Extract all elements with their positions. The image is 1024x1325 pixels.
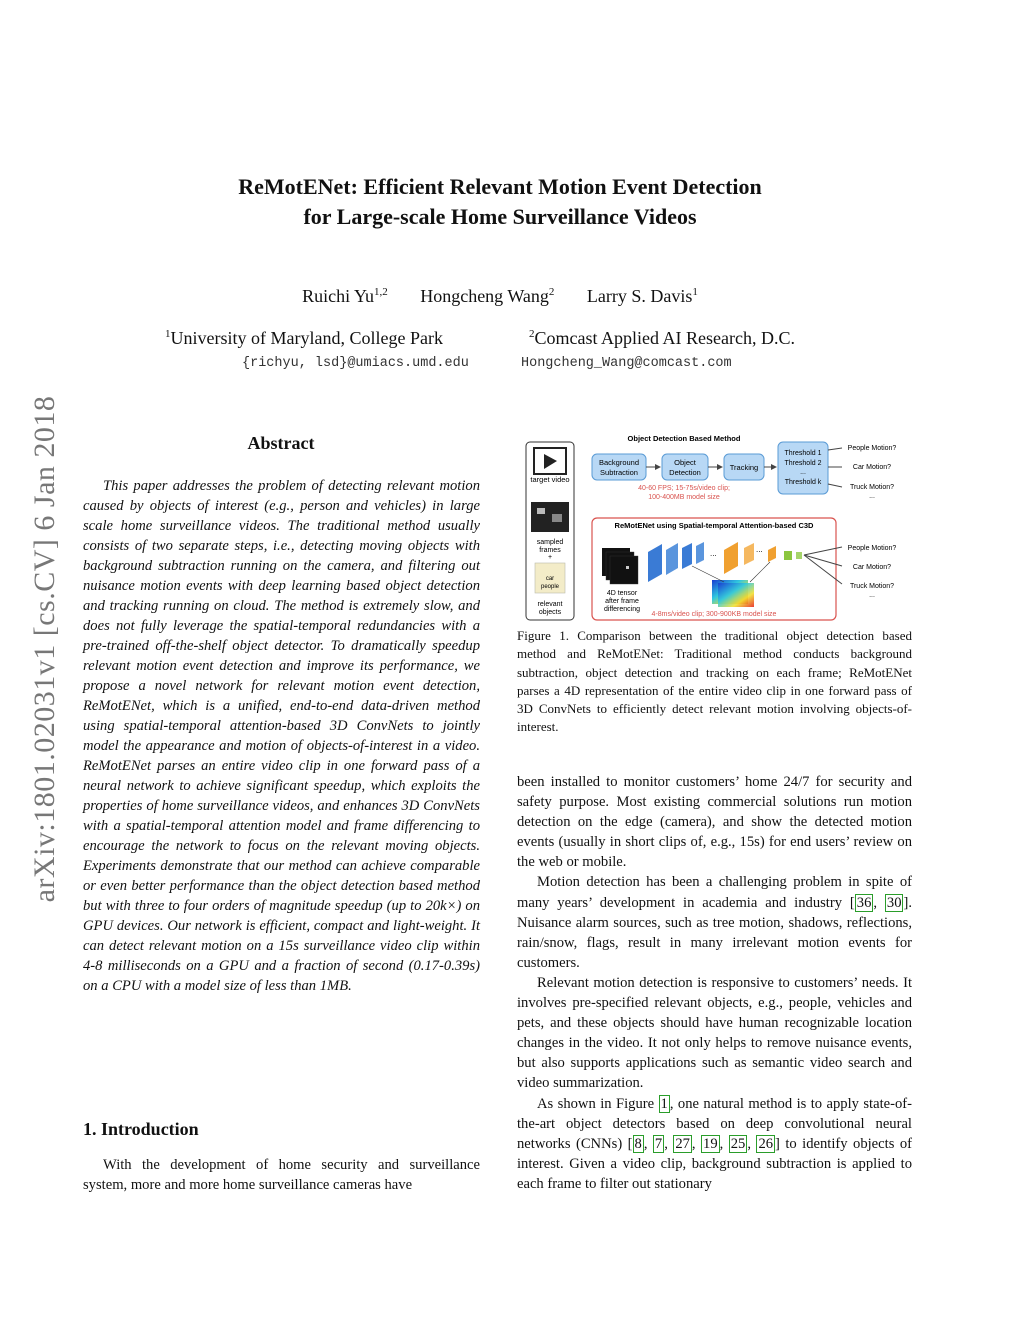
svg-text:...: ... bbox=[800, 469, 806, 476]
conv-blocks-blue bbox=[648, 542, 704, 582]
sampled-label-2: frames bbox=[539, 547, 561, 554]
fps-note-1: 40-60 FPS; 15-75s/video clip; bbox=[638, 485, 730, 492]
top-output-4: ... bbox=[869, 493, 875, 500]
title-line-2: for Large-scale Home Surveillance Videos bbox=[303, 204, 697, 229]
top-output-3: Truck Motion? bbox=[849, 484, 895, 491]
author-2: Hongcheng Wang$^2$ bbox=[420, 286, 555, 306]
figure-1-diagram bbox=[524, 432, 916, 622]
svg-text:Background: Background bbox=[598, 458, 640, 467]
figure-link[interactable]: 1 bbox=[660, 1095, 668, 1112]
citation-link[interactable]: 19 bbox=[703, 1135, 718, 1152]
tensor-label-3: differencing bbox=[603, 606, 641, 613]
card-text-2: people bbox=[540, 584, 560, 590]
citation-link[interactable]: 8 bbox=[634, 1135, 642, 1152]
title-line-1: ReMotENet: Efficient Relevant Motion Event Detection bbox=[238, 174, 762, 199]
affiliation-2: $^2$Comcast Applied AI Research, D.C. bbox=[529, 328, 795, 348]
svg-text:Threshold 2: Threshold 2 bbox=[784, 460, 822, 467]
citation-link[interactable]: 25 bbox=[730, 1135, 746, 1152]
tensor-label-1: 4D tensor bbox=[606, 590, 638, 597]
paragraph-1: been installed to monitor customers’ home 24/7 for security and safety purpose. Most existing commercial solutions run motion detection on the edge (camera), and show the detected motion events (usually in short clips of, e.g., 15s) for end users’ review on the web or mobile. bbox=[517, 774, 912, 871]
citation-link[interactable]: 30 bbox=[886, 894, 902, 911]
email-1[interactable]: {richyu, lsd}@umiacs.umd.edu bbox=[242, 356, 469, 371]
citation-link[interactable]: 27 bbox=[675, 1135, 690, 1152]
target-video-label: target video bbox=[530, 475, 570, 484]
tensor-label-2: after frame bbox=[605, 598, 639, 605]
top-output-1: People Motion? bbox=[847, 445, 897, 452]
citation-link[interactable]: 36 bbox=[856, 894, 872, 911]
figure-caption: Figure 1. Comparison between the traditional object detection based method and ReMotENet: Traditional method conducts background subtraction, object detection and tracking on each frame; ReMotENet parses a 4D representation of the entire video clip in one forward pass of 3D ConvNets to efficiently detect relevant motion involving objects-of-interest. bbox=[517, 628, 912, 735]
bottom-output-3: Truck Motion? bbox=[849, 583, 895, 590]
citation-link[interactable]: 7 bbox=[654, 1135, 663, 1152]
bottom-output-1: People Motion? bbox=[847, 545, 897, 552]
bottom-output-2: Car Motion? bbox=[852, 564, 892, 571]
fps-note-2: 100-400MB model size bbox=[648, 494, 720, 501]
author-list bbox=[0, 286, 1000, 307]
author-3: Larry S. Davis$^1$ bbox=[586, 286, 698, 306]
card-text-1: car bbox=[545, 576, 555, 582]
paragraph-4: As shown in Figure 1 , one natural method is to apply state-of-the-art object detectors based on deep convolutional neural networks (CNNs) [ 8 , 7 , 27 , 19 , 25 , 26 ] to identify objects of interest. Given a video clip, background subtraction is applied to each frame to filter out stationary bbox=[517, 1095, 912, 1192]
sampled-frame-thumbnail bbox=[531, 502, 569, 532]
abstract-heading: Abstract bbox=[247, 433, 315, 453]
bottom-output-4: ... bbox=[869, 592, 875, 599]
abstract-body: This paper addresses the problem of detecting relevant motion caused by objects of interest (e.g., person and vehicles) in large scale home surveillance videos. The traditional method usually consists of two separate steps, i.e., detecting moving objects with background subtraction running on the camera, and filtering out nuisance motion events with deep learning based object detection and tracking running on cloud. The method is extremely slow, and does not fully leverage the spatial-temporal redundancies with a pre-trained off-the-shelf object detector. To dramatically speedup relevant motion event detection and improve its performance, we propose a novel network for relevant motion event detection, ReMotENet, which is a unified, end-to-end data-driven method using spatial-temporal attention-based 3D ConvNets to jointly model the appearance and motion of objects-of-interest in a video. ReMotENet parses an entire video clip in one forward pass of a neural network to achieve significant speedup, which exploits the properties of home surveillance videos, and enhances 3D ConvNets with a spatial-temporal attention model and frame differencing to encourage the network to focus on the relevant moving objects. Experiments demonstrate that our method can achieve comparable or even better performance than the object detection based method but with three to four orders of magnitude speedup (up to 20k×) on GPU devices. Our network is efficient, compact and light-weight. It can detect relevant motion on a 15s surveillance video clip within 4-8 milliseconds on a GPU and a fraction of second (0.17-0.39s) on a CPU with a model size of less than 1MB. bbox=[83, 478, 480, 994]
fc-blocks-green bbox=[784, 551, 802, 560]
ellipsis-2: ... bbox=[756, 545, 763, 554]
svg-text:Threshold 1: Threshold 1 bbox=[784, 450, 822, 457]
affiliation-1: $^1$University of Maryland, College Park bbox=[165, 328, 443, 348]
tensor-frames bbox=[602, 548, 638, 584]
svg-text:Tracking: Tracking bbox=[729, 463, 759, 472]
bottom-method-title: ReMotENet using Spatial-temporal Attention-based C3D bbox=[614, 521, 814, 530]
right-column bbox=[517, 772, 912, 1194]
citation-link[interactable]: 26 bbox=[758, 1135, 774, 1152]
intro-paragraph: With the development of home security and surveillance system, more and more home surveillance cameras have bbox=[83, 1157, 480, 1193]
svg-text:Threshold k: Threshold k bbox=[784, 479, 822, 486]
svg-text:Object: Object bbox=[674, 458, 696, 467]
film-icon bbox=[534, 448, 566, 474]
intro-heading: 1. Introduction bbox=[83, 1119, 199, 1139]
email-2[interactable]: Hongcheng_Wang@comcast.com bbox=[521, 356, 732, 371]
arxiv-stamp: arXiv:1801.02031v1 [cs.CV] 6 Jan 2018 bbox=[28, 395, 61, 903]
sampled-label-1: sampled bbox=[536, 539, 564, 546]
ellipsis-1: ... bbox=[710, 549, 717, 558]
attention-heatmap bbox=[712, 580, 754, 607]
sampled-label-3: + bbox=[547, 554, 553, 561]
paragraph-3: Relevant motion detection is responsive to customers’ needs. It involves pre-specified relevant objects, e.g., people, vehicles and pets, and these objects should have human recognizable location changes in the video. It not only helps to remove nuisance events, but also supports applications such as semantic video search and video summarization. bbox=[517, 974, 912, 1092]
top-method-title: Object Detection Based Method bbox=[627, 434, 741, 443]
figure-1 bbox=[524, 432, 916, 622]
svg-text:Detection: Detection bbox=[669, 468, 701, 477]
author-1: Ruichi Yu$^{1,2}$ bbox=[302, 286, 388, 306]
paper-title bbox=[0, 172, 1000, 232]
conv-blocks-orange bbox=[724, 542, 776, 574]
paragraph-2: Motion detection has been a challenging problem in spite of many years’ development in academia and industry [ 36 , 30 ]. Nuisance alarm sources, such as tree motion, shadows, reflections, rain/snow, flags, result in many irrelevant motion events for customers. bbox=[517, 874, 913, 971]
svg-text:Subtraction: Subtraction bbox=[600, 468, 638, 477]
speed-note: 4-8ms/video clip; 300-900KB model size bbox=[651, 611, 777, 618]
relevant-label-1: relevant bbox=[537, 601, 563, 608]
top-output-2: Car Motion? bbox=[852, 464, 892, 471]
relevant-label-2: objects bbox=[538, 609, 562, 616]
